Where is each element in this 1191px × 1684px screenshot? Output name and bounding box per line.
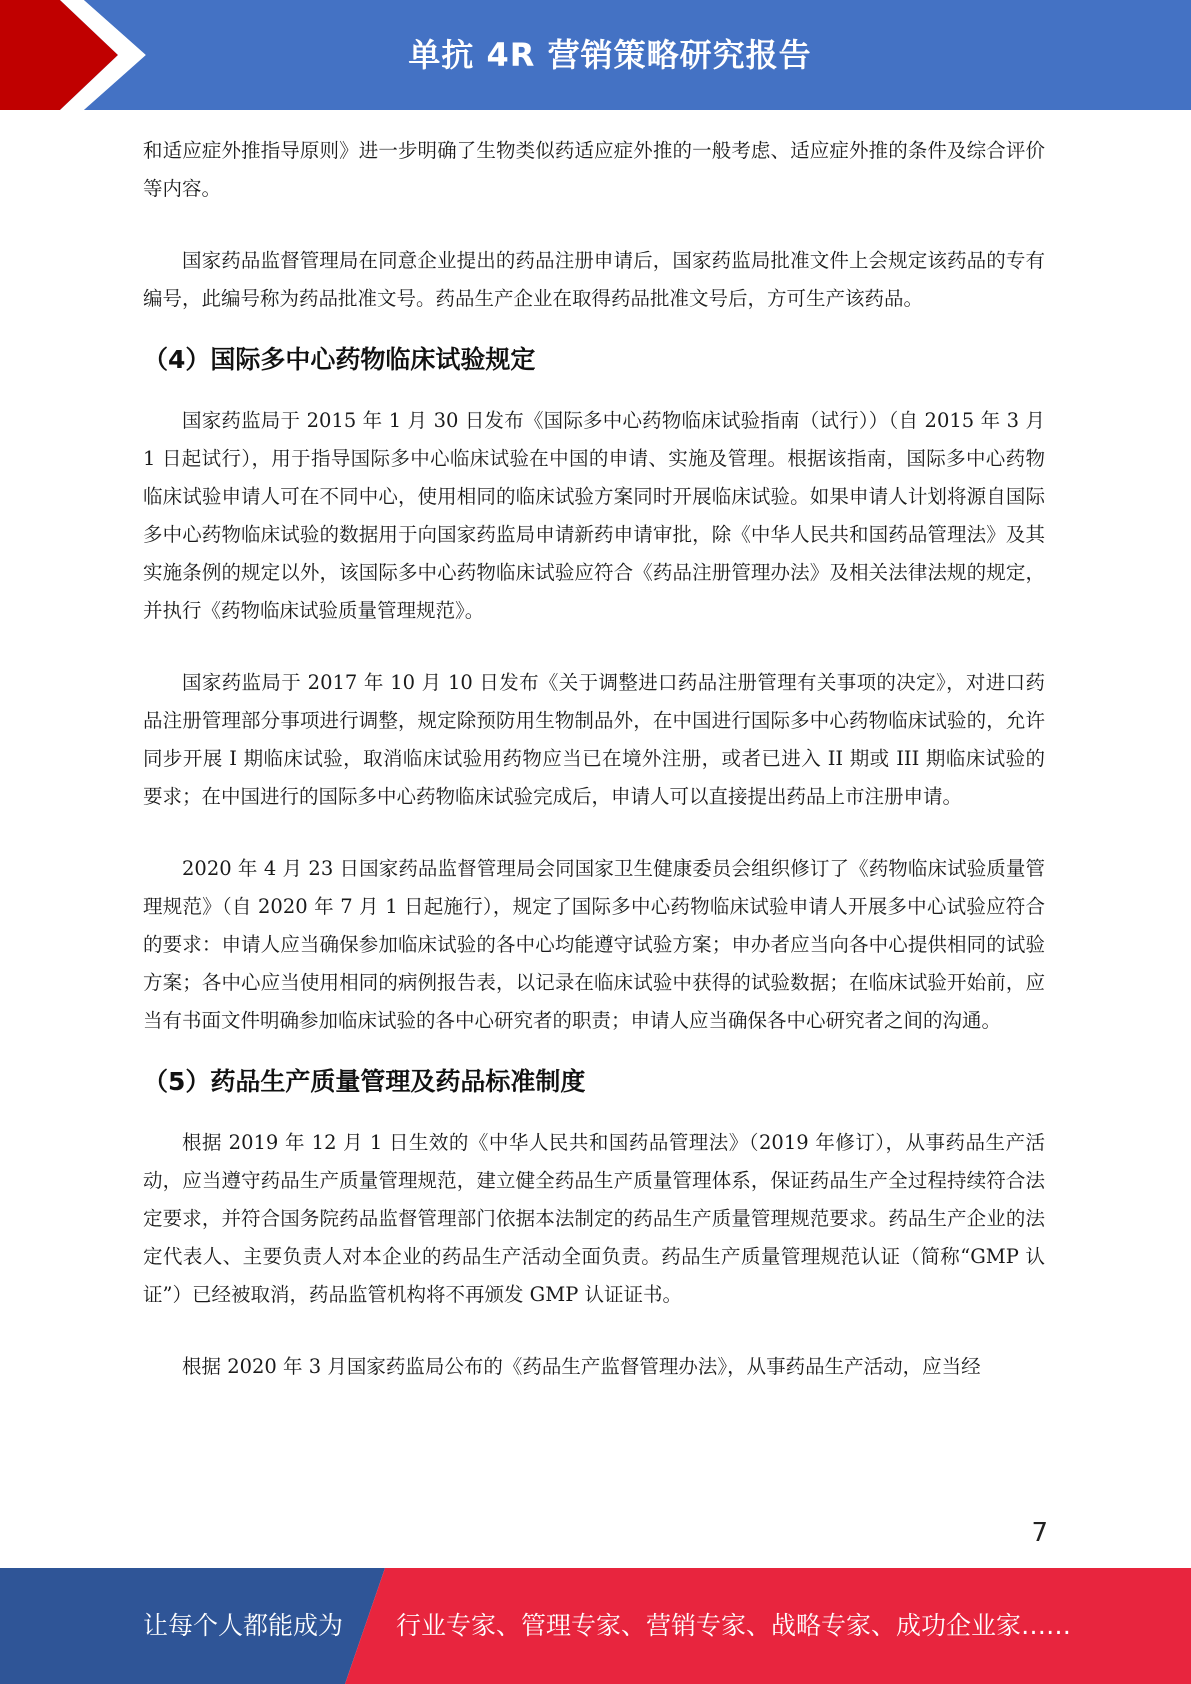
paragraph-2019-drug-law: 根据 2019 年 12 月 1 日生效的《中华人民共和国药品管理法》（2019 年修订），从事药品生产活动，应当遵守药品生产质量管理规范，建立健全药品生产质量管理体系，保证药品生产全过程持续符合法定要求，并符合国务院药品监督管理部门依据本法制定的药品生产质量管理规范要求。药品生产企业的法定代表人、主要负责人对本企业的药品生产活动全面负责。药品生产质量管理规范认证（简称“GMP 认证”）已经被取消，药品监管机构将不再颁发 GMP 认证证书。 [143, 1131, 1045, 1306]
paragraph-2020-gcp: 2020 年 4 月 23 日国家药品监督管理局会同国家卫生健康委员会组织修订了《药物临床试验质量管理规范》（自 2020 年 7 月 1 日起施行），规定了国际多中心药物临床试验申请人开展多中心试验应符合的要求：申请人应当确保参加临床试验的各中心均能遵守试验方案；申办者应当向各中心提供相同的试验方案；各中心应当使用相同的病例报告表，以记录在临床试验中获得的试验数据；在临床试验开始前，应当有书面文件明确参加临床试验的各中心研究者的职责；申请人应当确保各中心研究者之间的沟通。 [143, 857, 1045, 1032]
paragraph-2020-production-measures: 根据 2020 年 3 月国家药监局公布的《药品生产监督管理办法》，从事药品生产活动，应当经 [182, 1355, 981, 1378]
paragraph-approval-number: 国家药品监督管理局在同意企业提出的药品注册申请后，国家药监局批准文件上会规定该药品的专有编号，此编号称为药品批准文号。药品生产企业在取得药品批准文号后，方可生产该药品。 [143, 249, 1045, 310]
page-number: 7 [1031, 1518, 1048, 1548]
footer-slogan-right: 行业专家、管理专家、营销专家、战略专家、成功企业家…… [396, 1611, 1072, 1640]
footer-slogan-left: 让每个人都能成为 [143, 1611, 344, 1640]
section-heading-5: （5）药品生产质量管理及药品标准制度 [143, 1067, 586, 1096]
paragraph-continued: 和适应症外推指导原则》进一步明确了生物类似药适应症外推的一般考虑、适应症外推的条件及综合评价等内容。 [143, 139, 1045, 200]
section-heading-4: （4）国际多中心药物临床试验规定 [143, 345, 536, 374]
paragraph-2015-guideline: 国家药监局于 2015 年 1 月 30 日发布《国际多中心药物临床试验指南（试行））（自 2015 年 3 月 1 日起试行），用于指导国际多中心临床试验在中国的申请、实施及管理。根据该指南，国际多中心药物临床试验申请人可在不同中心，使用相同的临床试验方案同时开展临床试验。如果申请人计划将源自国际多中心药物临床试验的数据用于向国家药监局申请新药申请审批，除《中华人民共和国药品管理法》及其实施条例的规定以外，该国际多中心药物临床试验应符合《药品注册管理办法》及相关法律法规的规定，并执行《药物临床试验质量管理规范》。 [143, 409, 1045, 622]
page-header [0, 0, 1191, 110]
document-body [143, 132, 1045, 1386]
page-footer [0, 1568, 1191, 1684]
paragraph-2017-decision: 国家药监局于 2017 年 10 月 10 日发布《关于调整进口药品注册管理有关事项的决定》，对进口药品注册管理部分事项进行调整，规定除预防用生物制品外，在中国进行国际多中心药物临床试验的，允许同步开展 I 期临床试验，取消临床试验用药物应当已在境外注册，或者已进入 II 期或 III 期临床试验的要求；在中国进行的国际多中心药物临床试验完成后，申请人可以直接提出药品上市注册申请。 [143, 671, 1045, 808]
header-arrow-mark [0, 0, 160, 110]
report-title: 单抗 4R 营销策略研究报告 [408, 36, 812, 74]
